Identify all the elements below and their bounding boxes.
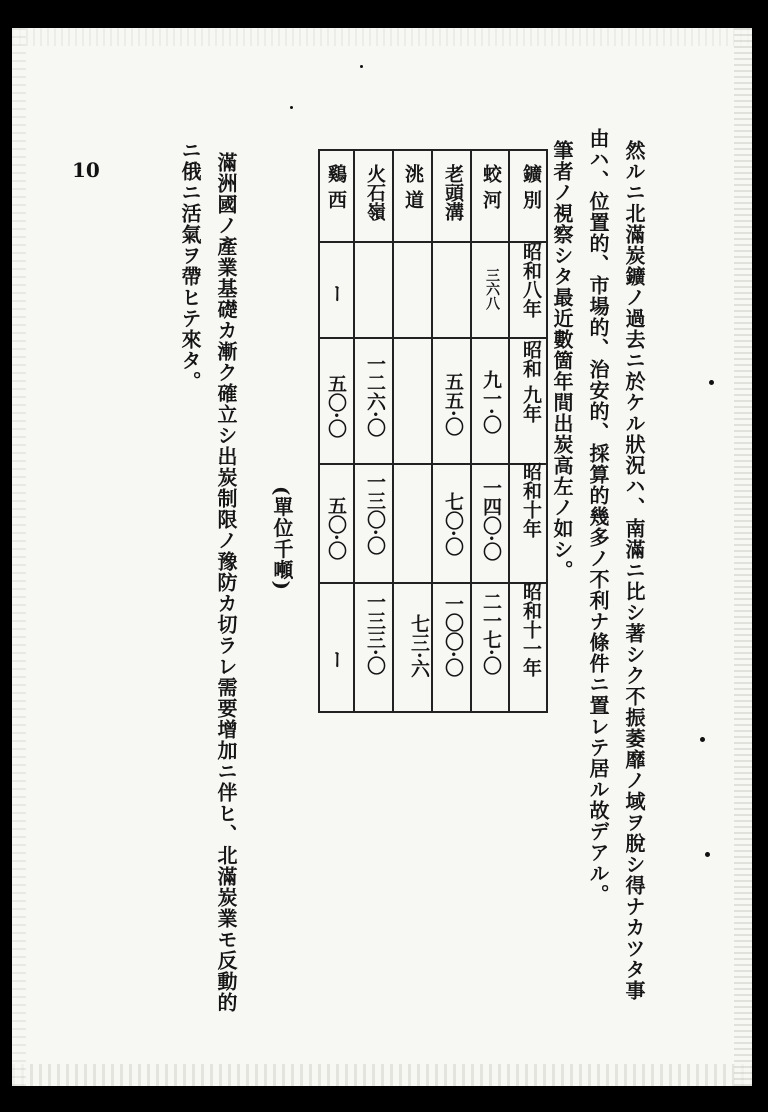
table-row-label: 洮 道 [402,164,424,209]
scan-speck [700,737,705,742]
paragraph-line-1: 然ルニ北滿炭鑛ノ過去ニ於ケル狀況ハ、南滿ニ比シ著シク不振萎靡ノ域ヲ脫シ得ナカツタ事 [622,140,646,1001]
table-divider [508,151,510,711]
table-row-label: 火石嶺 [364,164,386,221]
table-cell: 一〇〇·〇 [442,594,464,677]
page-edge-noise [12,28,26,1086]
closing-line-1: 滿洲國ノ產業基礎カ漸ク確立シ出炭制限ノ豫防カ切ラレ需要增加ニ伴ヒ、北滿炭業モ反動的 [214,152,238,1013]
table-row-label: 鷄 西 [325,164,347,209]
table-cell: 一三〇·〇 [364,472,386,555]
table-cell: 一四〇·〇 [480,478,502,561]
table-cell: 一二六·〇 [364,354,386,437]
table-cell: 五〇·〇 [325,496,347,560]
unit-note: (單位千噸) [270,486,294,591]
paragraph-line-3: 筆者ノ視察シタ最近數箇年間出炭高左ノ如シ。 [550,140,574,581]
page-edge-noise [12,28,752,46]
table-cell: 五〇·〇 [325,374,347,438]
closing-line-2: ニ俄ニ活氣ヲ帶ヒテ來タ。 [178,140,202,392]
table-cell: 九一·〇 [480,370,502,434]
table-divider [353,151,355,711]
coal-output-table [318,149,548,713]
table-divider [320,582,546,584]
table-cell: ー [325,650,347,669]
table-cell: 七三·六 [408,614,430,678]
scan-speck [709,380,714,385]
table-divider [470,151,472,711]
page-number: 10 [72,158,100,182]
table-cell: 三六八 [484,268,500,310]
table-divider [392,151,394,711]
table-cell: ー [325,284,347,303]
scan-speck [290,106,293,109]
table-header-cell: 昭和十年 [520,462,542,538]
table-header-cell: 鑛 別 [520,164,542,209]
table-header-cell: 昭和十一年 [520,582,542,677]
table-row-label: 老頭溝 [442,164,464,221]
paragraph-line-2: 由ハ、位置的、市場的、治安的、採算的幾多ノ不利ナ條件ニ置レテ居ル故デアル。 [586,128,610,905]
table-divider [320,463,546,465]
table-divider [320,337,546,339]
table-row-label: 蛟 河 [480,164,502,209]
table-cell: 七〇·〇 [442,492,464,556]
table-divider [320,241,546,243]
table-cell: 二一七·〇 [480,592,502,675]
table-cell: 五五·〇 [442,372,464,436]
page-edge-noise [734,28,752,1086]
scan-speck [705,852,710,857]
table-header-cell: 昭和八年 [520,242,542,318]
page-edge-noise [12,1064,752,1086]
scan-speck [360,65,363,68]
table-header-cell: 昭和 九年 [520,340,542,423]
table-cell: 一三三·〇 [364,592,386,675]
